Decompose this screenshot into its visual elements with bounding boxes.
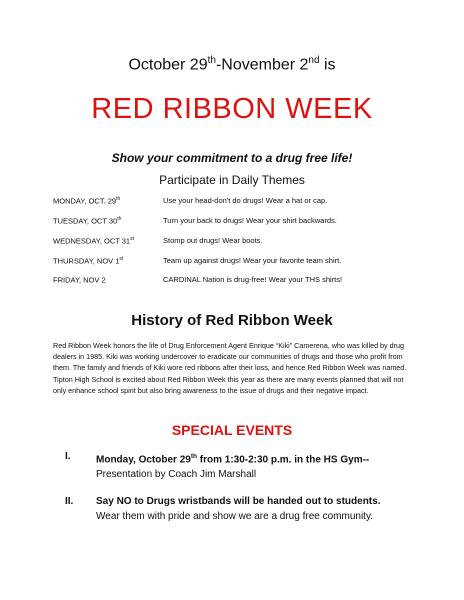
event-body: Say NO to Drugs wristbands will be handed out to students. Wear them with pride and show we are a drug free community. [96, 496, 381, 522]
theme-row [53, 216, 433, 228]
theme-description: CARDINAL Nation is drug-free! Wear your THS shirts! [163, 275, 343, 284]
special-events-heading: SPECIAL EVENTS [171, 422, 293, 438]
theme-description: Use your head-don't do drugs! Wear a hat or cap. [163, 196, 328, 205]
date-end-suffix: nd [308, 55, 320, 66]
theme-description: Stomp out drugs! Wear boots. [163, 236, 263, 245]
history-paragraph: Red Ribbon Week honors the life of Drug Enforcement Agent Enrique “Kiki” Camerena, who was killed by drug dealers in 1985. Kiki was working undercover to eradicate our communities of drugs and those who profit from them. The family and friends of Kiki wore red ribbons after their loss, and hence Red Ribbon Week was named. Tipton High School is excited about Red Ribbon Week this year as there are many events planned that will not only enhance school spirit but also bring awareness to the issue of drugs and their negative impact. [53, 341, 407, 395]
theme-row [53, 275, 433, 287]
theme-row [53, 236, 433, 248]
commitment-tagline: Show your commitment to a drug free life! [111, 151, 353, 165]
theme-description: Turn your back to drugs! Wear your shirt backwards. [163, 216, 337, 225]
themes-heading: Participate in Daily Themes [159, 173, 305, 187]
date-start: October 29 [128, 56, 208, 74]
event-body: Monday, October 29th from 1:30-2:30 p.m. in the HS Gym-- Presentation by Coach Jim Marshall [96, 453, 370, 481]
history-heading: History of Red Ribbon Week [131, 312, 333, 329]
theme-day: FRIDAY, NOV 2 [53, 275, 106, 285]
theme-day: TUESDAY, OCT 30th [53, 216, 122, 226]
theme-day: MONDAY, OCT. 29th [53, 196, 121, 206]
theme-description: Team up against drugs! Wear your favorite team shirt. [163, 256, 342, 265]
theme-row [53, 196, 433, 208]
date-start-suffix: th [207, 55, 216, 66]
theme-day: THURSDAY, NOV 1st [53, 256, 124, 266]
date-end: -November 2 [215, 56, 309, 74]
page-title: RED RIBBON WEEK [91, 93, 373, 125]
event-number: II. [65, 496, 74, 507]
theme-row [53, 256, 433, 268]
date-is: is [319, 56, 336, 74]
date-range-line [0, 55, 464, 74]
event-number: I. [65, 451, 71, 462]
theme-day: WEDNESDAY, OCT 31st [53, 236, 134, 246]
